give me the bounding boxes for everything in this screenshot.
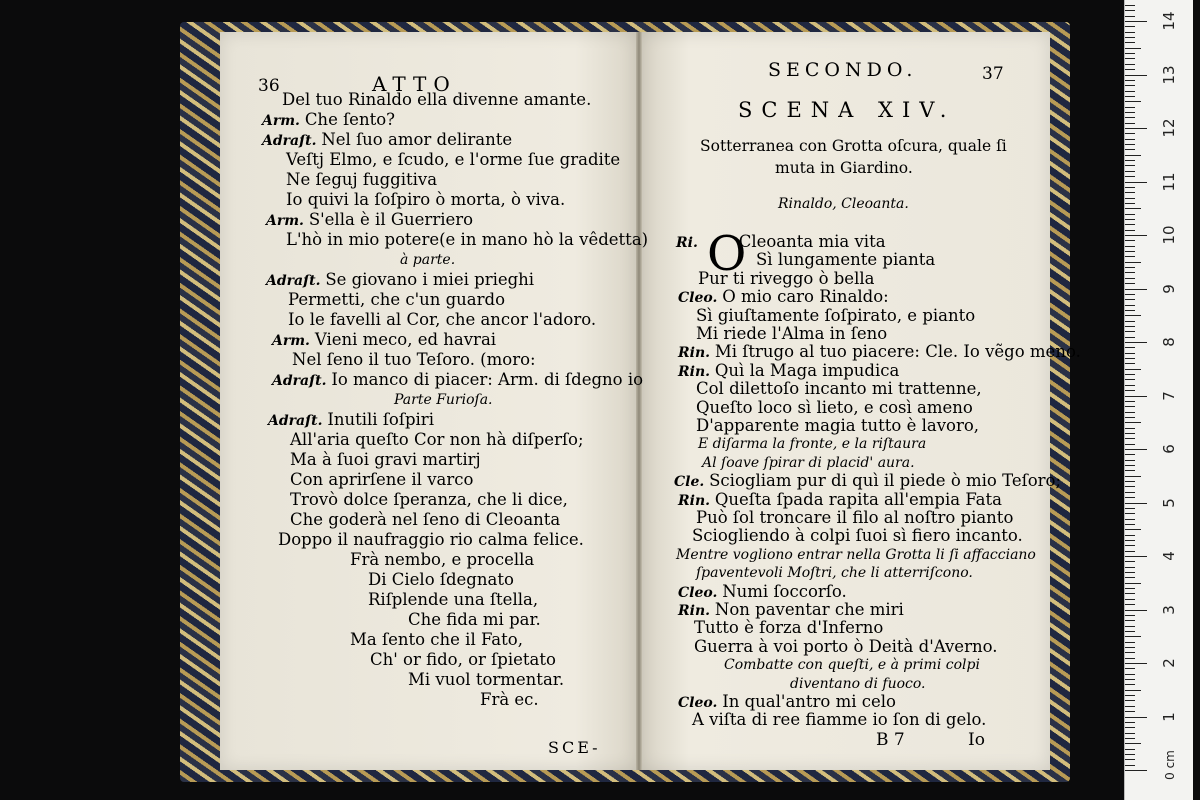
book-gutter xyxy=(636,32,642,770)
right-line xyxy=(694,618,883,638)
left-line xyxy=(286,230,648,250)
line-text: Non paventar che miri xyxy=(714,600,904,619)
ruler-tick xyxy=(1125,390,1135,391)
line-text: Nel ſuo amor delirante xyxy=(321,130,513,149)
ruler-tick xyxy=(1125,267,1135,268)
ruler-tick xyxy=(1125,706,1135,707)
line-text: Vieni meco, ed havrai xyxy=(314,330,497,349)
speaker-label: Rin. xyxy=(678,345,715,362)
ruler-tick xyxy=(1125,53,1135,54)
line-text: Cleoanta mia vita xyxy=(738,232,886,251)
left-line xyxy=(290,430,584,450)
ruler-tick xyxy=(1125,620,1135,621)
line-text: Ch' or fido, or ſpietato xyxy=(370,650,556,669)
ruler-tick xyxy=(1125,192,1135,193)
line-text: Che fida mi par. xyxy=(408,610,541,629)
ruler-tick xyxy=(1125,48,1141,49)
line-text: Doppo il naufraggio rio calma felice. xyxy=(278,530,584,549)
ruler-tick xyxy=(1125,524,1135,525)
ruler-tick xyxy=(1125,16,1135,17)
ruler-tick xyxy=(1125,738,1135,739)
ruler-tick xyxy=(1125,149,1135,150)
line-text: Veſtj Elmo, e ſcudo, e l'orme ſue gradite xyxy=(286,150,621,169)
line-text: Frà nembo, e procella xyxy=(350,550,535,569)
ruler-tick xyxy=(1125,615,1135,616)
right-line xyxy=(696,306,975,326)
right-line xyxy=(696,416,979,436)
line-text: Sì lungamente pianta xyxy=(756,250,936,270)
ruler-tick xyxy=(1125,315,1141,316)
left-line xyxy=(272,330,496,351)
line-text: Sì giuſtamente ſoſpirato, e pianto xyxy=(696,305,976,325)
ruler-tick xyxy=(1125,652,1135,653)
line-text: Ma ſento che il Fato, xyxy=(350,630,523,649)
ruler-tick xyxy=(1125,717,1147,718)
ruler-tick xyxy=(1125,240,1135,241)
ruler-tick xyxy=(1125,754,1135,755)
ruler-tick xyxy=(1125,422,1141,423)
line-text: Combatte con queſti, e à primi colpi xyxy=(724,657,980,674)
ruler-tick xyxy=(1125,294,1135,295)
signature-mark: B 7 xyxy=(876,730,905,750)
ruler-number: 2 xyxy=(1160,658,1178,668)
speaker-label: Cleo. xyxy=(678,695,723,711)
ruler-tick xyxy=(1125,214,1135,215)
left-line xyxy=(290,470,473,490)
line-text: O mio caro Rinaldo: xyxy=(722,287,889,307)
ruler-tick xyxy=(1125,604,1135,605)
line-text: Se giovano i miei prieghi xyxy=(325,270,535,289)
right-line xyxy=(692,526,1023,546)
left-line xyxy=(400,250,455,270)
ruler-tick xyxy=(1125,326,1135,327)
line-text: diventano di fuoco. xyxy=(790,675,926,692)
ruler-number: 13 xyxy=(1160,64,1178,85)
ruler-tick xyxy=(1125,433,1135,434)
ruler-tick xyxy=(1125,529,1141,530)
line-text: Mi ſtrugo al tuo piacere: Cle. Io vẽgo meno. xyxy=(714,342,1081,362)
ruler-unit-label: 0 cm xyxy=(1162,750,1177,780)
ruler-tick xyxy=(1125,246,1135,247)
line-text: Di Cielo ſdegnato xyxy=(368,570,514,589)
ruler-tick xyxy=(1125,588,1135,589)
ruler-tick xyxy=(1125,85,1135,86)
ruler-tick xyxy=(1125,342,1147,343)
left-line xyxy=(288,310,596,330)
speaker-label: Arm. xyxy=(266,213,309,229)
ruler-tick xyxy=(1125,727,1135,728)
ruler-tick xyxy=(1125,208,1141,209)
ruler-tick xyxy=(1125,674,1135,675)
ruler-tick xyxy=(1125,385,1135,386)
ruler-tick xyxy=(1125,337,1135,338)
ruler-tick xyxy=(1125,545,1135,546)
ruler-tick xyxy=(1125,299,1135,300)
line-text: Io manco di piacer: Arm. di ſdegno io xyxy=(331,370,644,389)
speaker-label: Rin. xyxy=(678,363,715,380)
line-text: Frà ec. xyxy=(480,690,539,709)
right-page-number: 37 xyxy=(982,64,1004,84)
line-text: E diſarma la fronte, e la riſtaura xyxy=(698,436,927,453)
ruler-tick xyxy=(1125,379,1135,380)
ruler-tick xyxy=(1125,572,1135,573)
scene-setting-line-2: muta in Giardino. xyxy=(775,159,913,177)
ruler-tick xyxy=(1125,26,1135,27)
ruler-tick xyxy=(1125,69,1135,70)
ruler-number: 14 xyxy=(1160,11,1178,31)
ruler-tick xyxy=(1125,374,1135,375)
speaker-label: Rin. xyxy=(678,603,715,619)
ruler-tick xyxy=(1125,551,1135,552)
ruler-tick xyxy=(1125,58,1135,59)
speaker-label: Adraſt. xyxy=(268,413,328,429)
ruler-tick xyxy=(1125,631,1135,632)
ruler-tick xyxy=(1125,165,1135,166)
line-text: L'hò in mio potere(e in mano hò la vêdetta) xyxy=(286,230,649,249)
scene-setting-line-1: Sotterranea con Grotta oſcura, quale ſi xyxy=(700,137,1007,155)
ruler-tick xyxy=(1125,262,1141,263)
line-text: Io quivi la ſoſpiro ò morta, ò viva. xyxy=(286,190,566,209)
speaker-label: Ri. xyxy=(676,235,703,251)
line-text: Tutto è forza d'Inferno xyxy=(694,618,884,638)
right-line xyxy=(724,655,980,675)
line-text: Ne ſeguj fuggitiva xyxy=(286,170,438,189)
ruler-tick xyxy=(1125,321,1135,322)
ruler-tick xyxy=(1125,21,1147,22)
ruler-tick xyxy=(1125,128,1147,129)
line-text: Che ſento? xyxy=(304,110,395,129)
speaker-label: Arm. xyxy=(262,113,305,129)
ruler-tick xyxy=(1125,428,1135,429)
line-text: Col dilettoſo incanto mi trattenne, xyxy=(696,379,982,399)
ruler-tick xyxy=(1125,230,1135,231)
ruler-tick xyxy=(1125,417,1135,418)
ruler-tick xyxy=(1125,460,1135,461)
line-text: In qual'antro mi celo xyxy=(722,692,896,711)
measurement-ruler xyxy=(1124,0,1193,800)
ruler-tick xyxy=(1125,663,1147,664)
line-text: Con aprirſene il varco xyxy=(290,470,474,489)
ruler-tick xyxy=(1125,599,1135,600)
ruler-tick xyxy=(1125,503,1147,504)
ruler-tick xyxy=(1125,636,1141,637)
ruler-tick xyxy=(1125,508,1135,509)
left-line xyxy=(350,630,523,650)
right-line xyxy=(692,710,986,730)
right-line xyxy=(790,674,926,694)
ruler-tick xyxy=(1125,406,1135,407)
line-text: D'apparente magia tutto è lavoro, xyxy=(696,416,980,435)
ruler-tick xyxy=(1125,219,1135,220)
ruler-number: 3 xyxy=(1160,604,1178,615)
left-line xyxy=(368,590,538,610)
ruler-tick xyxy=(1125,454,1135,455)
ruler-number: 4 xyxy=(1160,551,1178,561)
ruler-tick xyxy=(1125,160,1135,161)
ruler-tick xyxy=(1125,438,1135,439)
ruler-number: 12 xyxy=(1160,118,1178,138)
left-line xyxy=(394,390,493,410)
ruler-tick xyxy=(1125,535,1135,536)
ruler-tick xyxy=(1125,695,1135,696)
ruler-tick xyxy=(1125,101,1141,102)
ruler-number: 10 xyxy=(1160,225,1178,245)
line-text: S'ella è il Guerriero xyxy=(308,210,474,229)
left-line xyxy=(278,530,584,550)
left-line xyxy=(370,650,556,670)
ruler-tick xyxy=(1125,251,1135,252)
ruler-tick xyxy=(1125,749,1135,750)
left-line xyxy=(286,170,437,190)
speaker-label: Cleo. xyxy=(678,584,723,601)
ruler-tick xyxy=(1125,700,1135,701)
line-text: All'aria queſto Cor non hà diſperſo; xyxy=(290,430,584,449)
ruler-tick xyxy=(1125,642,1135,643)
right-line xyxy=(694,637,997,657)
ruler-tick xyxy=(1125,481,1135,482)
ruler-tick xyxy=(1125,64,1135,65)
line-text: Guerra à voi porto ò Deità d'Averno. xyxy=(694,636,998,656)
ruler-tick xyxy=(1125,449,1147,450)
left-line xyxy=(368,570,514,590)
speaker-label: Adraſt. xyxy=(272,373,332,389)
left-page-number: 36 xyxy=(258,76,280,96)
left-line xyxy=(266,270,534,291)
ruler-tick xyxy=(1125,567,1135,568)
ruler-tick xyxy=(1125,91,1135,92)
ruler-tick xyxy=(1125,144,1135,145)
right-line xyxy=(696,379,982,399)
ruler-tick xyxy=(1125,556,1147,557)
line-text: Queſta ſpada rapita all'empia Fata xyxy=(714,489,1002,509)
right-line xyxy=(698,269,874,289)
right-line xyxy=(696,508,1013,528)
ruler-tick xyxy=(1125,770,1147,771)
line-text: Del tuo Rinaldo ella divenne amante. xyxy=(282,90,592,109)
line-text: à parte. xyxy=(400,252,456,268)
left-line xyxy=(286,150,620,170)
line-text: Riſplende una ſtella, xyxy=(368,590,539,609)
left-catchword: SCE- xyxy=(548,738,601,757)
line-text: Trovò dolce ſperanza, che li dice, xyxy=(290,490,568,509)
ruler-number: 7 xyxy=(1160,390,1178,401)
ruler-tick xyxy=(1125,96,1135,97)
left-line xyxy=(290,510,560,530)
right-line xyxy=(676,545,1036,565)
line-text: Al ſoave ſpirar di placid' aura. xyxy=(702,454,915,471)
ruler-tick xyxy=(1125,331,1135,332)
left-running-head: ATTO xyxy=(372,72,457,96)
ruler-tick xyxy=(1125,310,1135,311)
ruler-tick xyxy=(1125,711,1135,712)
ruler-tick xyxy=(1125,690,1141,691)
ruler-tick xyxy=(1125,733,1135,734)
ruler-tick xyxy=(1125,497,1135,498)
right-running-head: SECONDO. xyxy=(768,59,918,81)
left-line xyxy=(282,90,591,110)
ruler-tick xyxy=(1125,198,1135,199)
ruler-tick xyxy=(1125,187,1135,188)
ruler-tick xyxy=(1125,353,1135,354)
ruler-tick xyxy=(1125,289,1147,290)
speaker-label: Adraſt. xyxy=(262,133,322,149)
ruler-tick xyxy=(1125,668,1135,669)
ruler-tick xyxy=(1125,171,1135,172)
line-text: Sciogliam pur di quì il piede ò mio Teſoro; xyxy=(709,471,1062,491)
line-text: Parte Furioſa. xyxy=(394,392,493,408)
right-line xyxy=(696,398,973,418)
line-text: Che goderà nel ſeno di Cleoanta xyxy=(290,510,561,529)
right-line xyxy=(696,563,973,583)
ruler-tick xyxy=(1125,224,1135,225)
speaker-label: Cle. xyxy=(674,474,710,491)
ruler-tick xyxy=(1125,412,1135,413)
ruler-tick xyxy=(1125,182,1147,183)
ruler-tick xyxy=(1125,5,1135,6)
ruler-tick xyxy=(1125,513,1135,514)
ruler-tick xyxy=(1125,42,1135,43)
right-line xyxy=(696,324,887,344)
ruler-tick xyxy=(1125,305,1135,306)
ruler-tick xyxy=(1125,583,1141,584)
line-text: Quì la Maga impudica xyxy=(714,360,900,380)
left-line xyxy=(290,490,568,510)
left-line xyxy=(480,690,539,710)
ruler-tick xyxy=(1125,561,1135,562)
left-line xyxy=(292,350,536,370)
ruler-tick xyxy=(1125,80,1135,81)
left-line xyxy=(290,450,481,470)
line-text: Pur ti riveggo ò bella xyxy=(698,268,875,288)
line-text: Sciogliendo à colpi ſuoi sì fiero incanto. xyxy=(692,526,1023,546)
ruler-number: 9 xyxy=(1160,283,1178,294)
ruler-tick xyxy=(1125,486,1135,487)
ruler-tick xyxy=(1125,626,1135,627)
ruler-tick xyxy=(1125,476,1141,477)
ruler-tick xyxy=(1125,540,1135,541)
ruler-tick xyxy=(1125,658,1135,659)
line-text: Mi vuol tormentar. xyxy=(408,670,565,689)
line-text: Ma à ſuoi gravi martirj xyxy=(290,450,481,469)
ruler-tick xyxy=(1125,155,1141,156)
ruler-tick xyxy=(1125,235,1147,236)
left-line xyxy=(266,210,473,231)
left-line xyxy=(262,110,395,131)
ruler-tick xyxy=(1125,470,1135,471)
right-line xyxy=(698,434,926,454)
ruler-number: 6 xyxy=(1160,444,1178,454)
ruler-tick xyxy=(1125,577,1135,578)
ruler-number: 11 xyxy=(1160,171,1178,192)
drop-cap-o: O xyxy=(707,226,747,282)
ruler-number: 5 xyxy=(1160,497,1178,508)
left-line xyxy=(350,550,534,570)
ruler-tick xyxy=(1125,444,1135,445)
line-text: Numi ſoccorſo. xyxy=(722,581,847,601)
ruler-tick xyxy=(1125,684,1135,685)
ruler-tick xyxy=(1125,123,1135,124)
ruler-tick xyxy=(1125,647,1135,648)
ruler-number: 1 xyxy=(1160,711,1178,722)
line-text: Può ſol troncare il filo al noſtro pianto xyxy=(696,508,1014,527)
ruler-tick xyxy=(1125,256,1135,257)
line-text: Nel ſeno il tuo Teſoro. (moro: xyxy=(292,350,536,369)
ruler-tick xyxy=(1125,347,1135,348)
right-line xyxy=(756,250,935,270)
ruler-tick xyxy=(1125,283,1135,284)
left-line xyxy=(408,670,564,690)
line-text: Mentre vogliono entrar nella Grotta li ſi affacciano xyxy=(676,546,1036,563)
line-text: A viſta di ree fiamme io ſon di gelo. xyxy=(692,710,987,730)
ruler-tick xyxy=(1125,358,1135,359)
left-line xyxy=(286,190,565,210)
line-text: Io le favelli al Cor, che ancor l'adoro. xyxy=(288,310,597,329)
ruler-tick xyxy=(1125,32,1135,33)
right-line xyxy=(702,453,915,473)
ruler-tick xyxy=(1125,401,1135,402)
ruler-tick xyxy=(1125,75,1147,76)
ruler-tick xyxy=(1125,272,1135,273)
ruler-tick xyxy=(1125,363,1135,364)
ruler-tick xyxy=(1125,465,1135,466)
ruler-tick xyxy=(1125,492,1135,493)
line-text: Inutili ſoſpiri xyxy=(327,410,434,429)
scene-characters: Rinaldo, Cleoanta. xyxy=(778,196,909,212)
ruler-tick xyxy=(1125,278,1135,279)
speaker-label: Arm. xyxy=(272,333,315,349)
ruler-tick xyxy=(1125,117,1135,118)
ruler-tick xyxy=(1125,593,1135,594)
left-line xyxy=(272,370,643,391)
ruler-tick xyxy=(1125,107,1135,108)
left-line xyxy=(262,130,512,151)
right-catchword: Io xyxy=(968,730,985,750)
line-text: ſpaventevoli Moſtri, che li atterriſcono. xyxy=(696,565,973,582)
ruler-tick xyxy=(1125,765,1135,766)
ruler-tick xyxy=(1125,396,1147,397)
ruler-tick xyxy=(1125,112,1135,113)
speaker-label: Cleo. xyxy=(678,290,723,307)
ruler-tick xyxy=(1125,37,1135,38)
ruler-tick xyxy=(1125,679,1135,680)
left-line xyxy=(408,610,541,630)
line-text: Permetti, che c'un guardo xyxy=(288,290,506,309)
ruler-tick xyxy=(1125,133,1135,134)
ruler-tick xyxy=(1125,759,1135,760)
speaker-label: Adraſt. xyxy=(266,273,326,289)
ruler-tick xyxy=(1125,610,1147,611)
ruler-tick xyxy=(1125,139,1135,140)
left-line xyxy=(288,290,505,310)
scene-title: SCENA XIV. xyxy=(738,98,956,122)
line-text: Queſto loco sì lieto, e così ameno xyxy=(696,397,973,417)
ruler-tick xyxy=(1125,10,1135,11)
ruler-tick xyxy=(1125,743,1141,744)
ruler-tick xyxy=(1125,519,1135,520)
ruler-tick xyxy=(1125,722,1135,723)
ruler-tick xyxy=(1125,203,1135,204)
left-line xyxy=(268,410,434,431)
ruler-tick xyxy=(1125,176,1135,177)
ruler-tick xyxy=(1125,369,1141,370)
line-text: Mi riede l'Alma in ſeno xyxy=(696,324,888,343)
speaker-label: Rin. xyxy=(678,492,715,509)
ruler-number: 8 xyxy=(1160,337,1178,347)
